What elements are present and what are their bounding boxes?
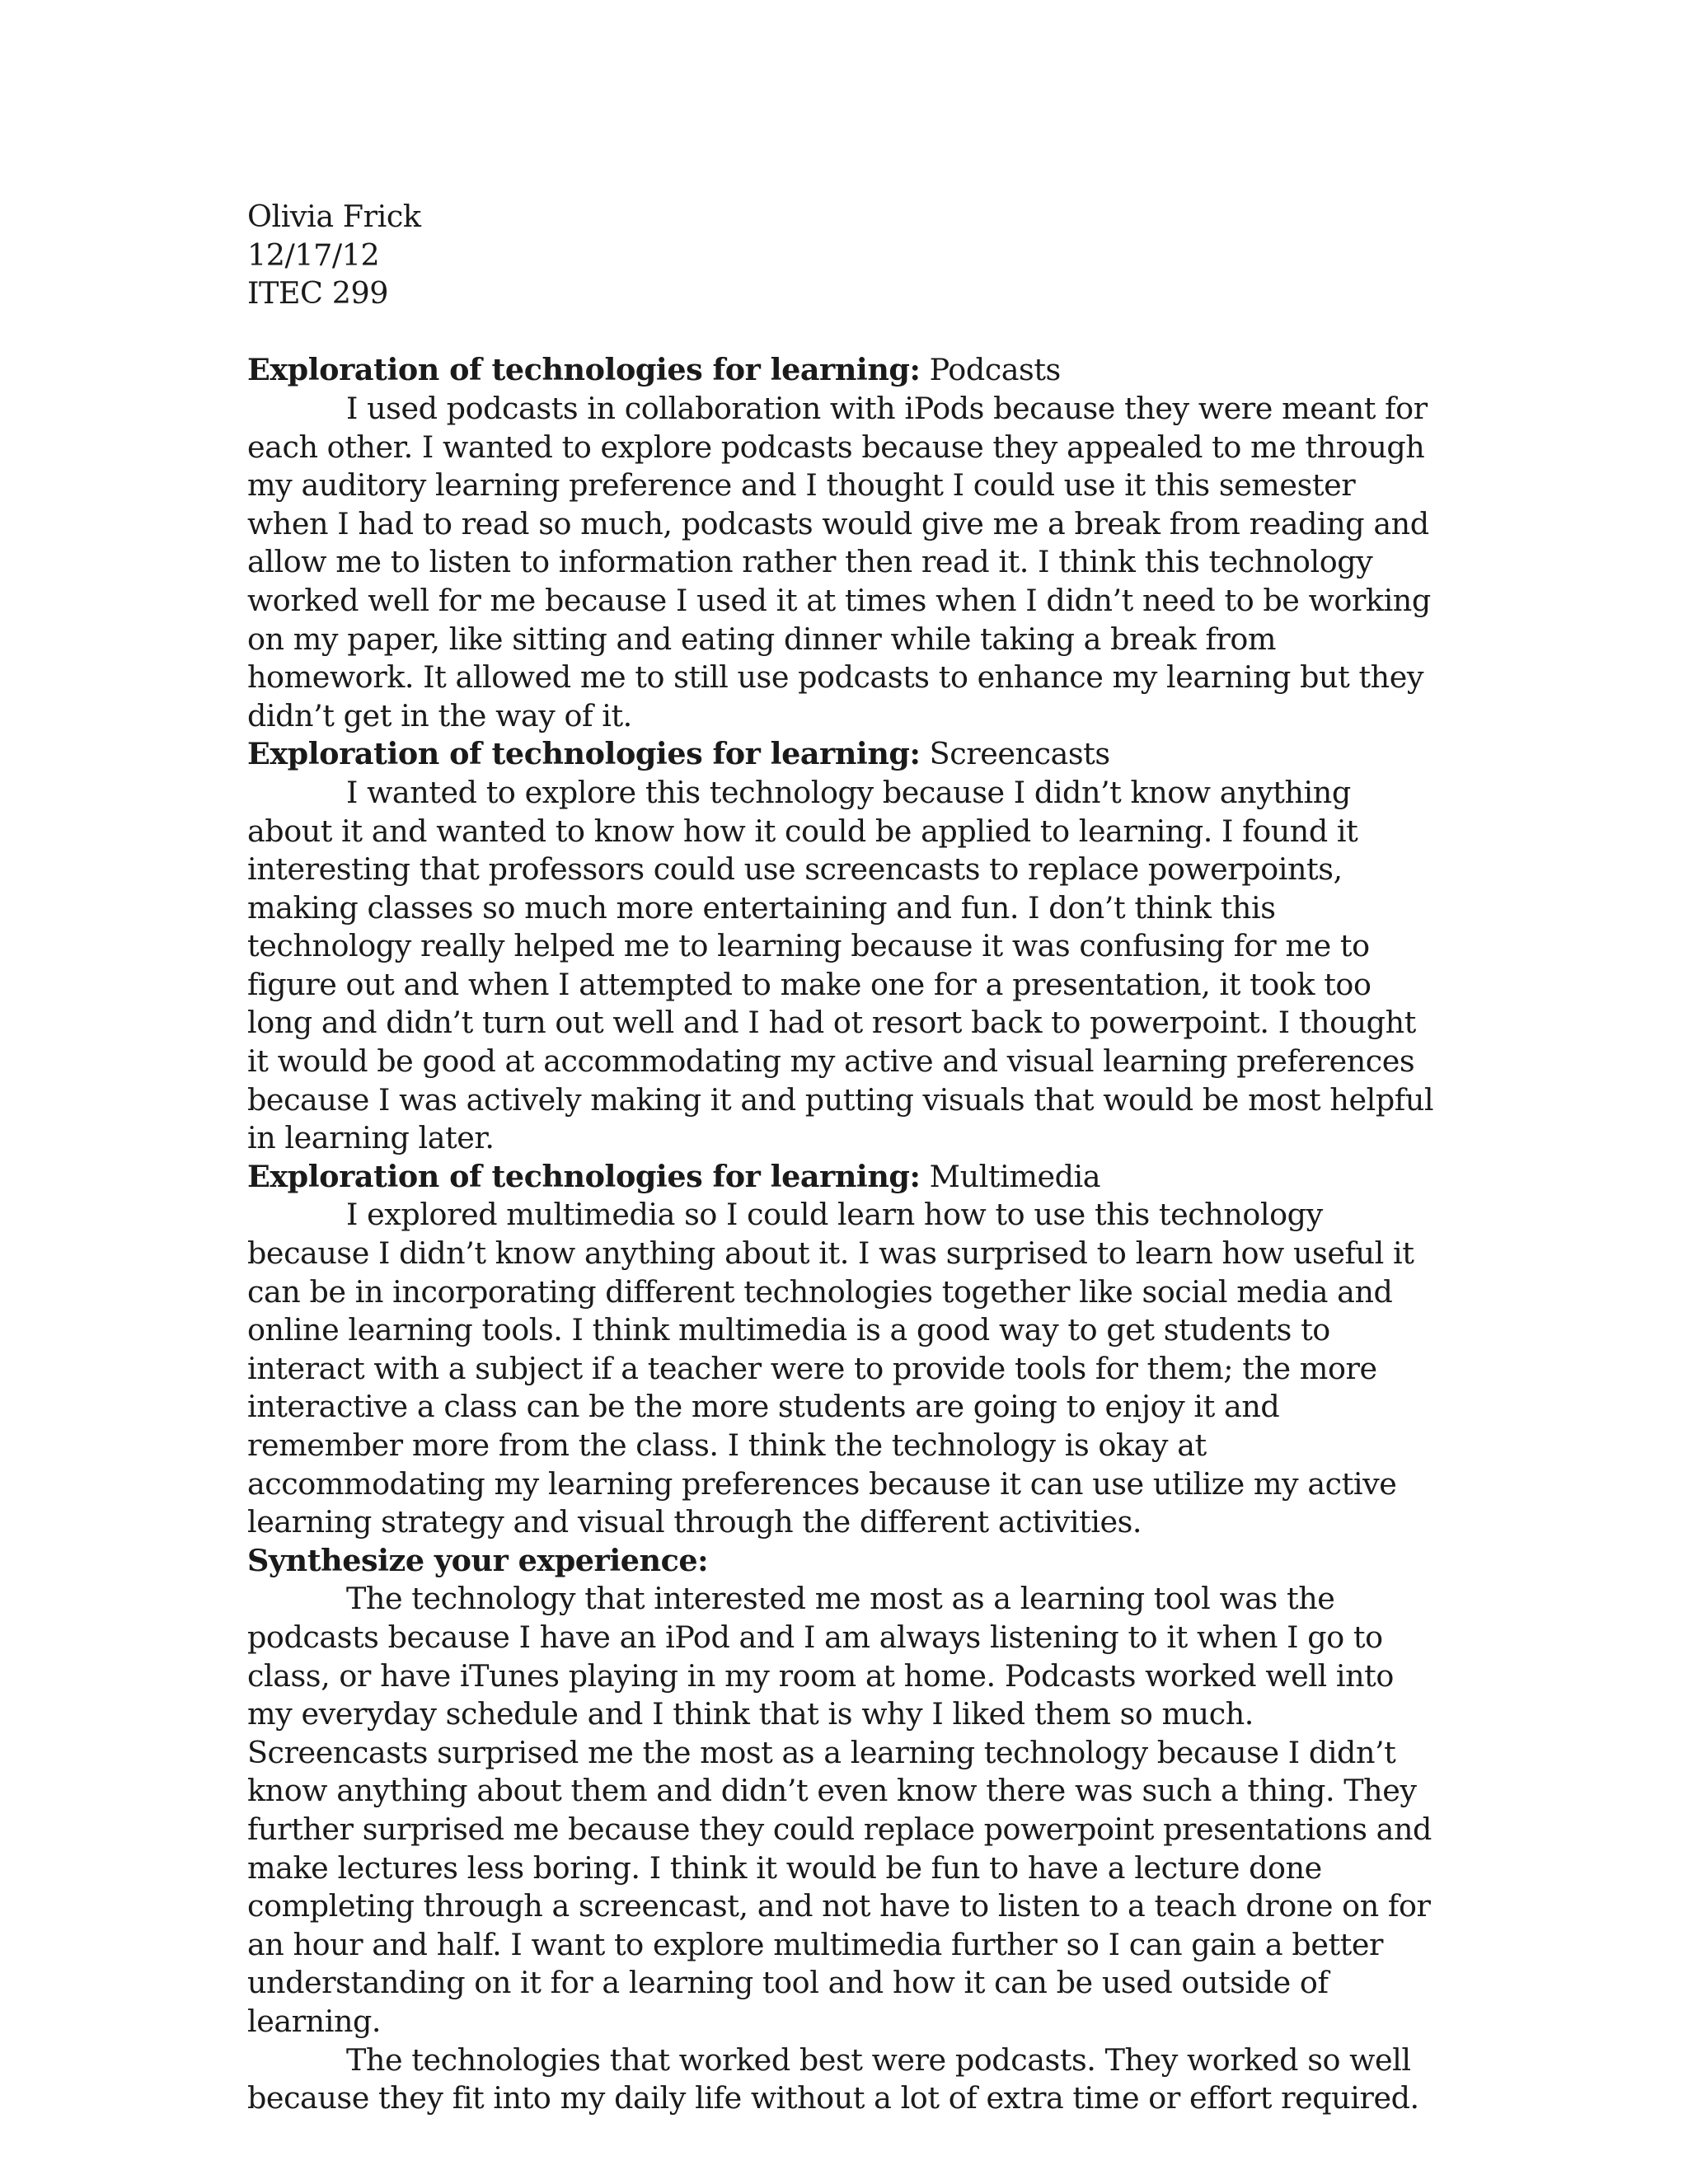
section-paragraph: I explored multimedia so I could learn how to use this technology because I didn’t know anything about it. I was surprised to learn how useful it can be in incorporating different technologies together like social media and online learning tools. I think multimedia is a good way to get students to interact with a subject if a teacher were to provide tools for them; the more interactive a class can be the more students are going to enjoy it and remember more from the class. I think the technology is okay at accommodating my learning preferences because it can use utilize my active learning strategy and visual through the different activities. [247, 1197, 1414, 1540]
author-name: Olivia Frick [247, 199, 421, 234]
section-synthesis [247, 1542, 1434, 2118]
section-heading-label: Exploration of technologies for learning: [247, 736, 921, 772]
section-heading-topic: Podcasts [920, 352, 1061, 388]
section-paragraph: I used podcasts in collaboration with iPods because they were meant for each other. I wanted to explore podcasts because they appealed to me through my auditory learning preference and I thought I could use it this semester when I had to read so much, podcasts would give me a break from reading and allow me to listen to information rather then read it. I think this technology worked well for me because I used it at times when I didn’t need to be working on my paper, like sitting and eating dinner while taking a break from homework. It allowed me to still use podcasts to enhance my learning but they didn’t get in the way of it. [247, 390, 1431, 733]
section-heading [247, 735, 1434, 774]
section-heading-label: Exploration of technologies for learning: [247, 352, 921, 388]
section-paragraph: I wanted to explore this technology because I didn’t know anything about it and wanted to know how it could be applied to learning. I found it interesting that professors could use screencasts to replace powerpoints, making classes so much more entertaining and fun. I don’t think this technology really helped me to learning because it was confusing for me to figure out and when I attempted to make one for a presentation, it took too long and didn’t turn out well and I had ot resort back to powerpoint. I thought it would be good at accommodating my active and visual learning preferences because I was actively making it and putting visuals that would be most helpful in learning later. [247, 774, 1434, 1156]
section-heading [247, 1158, 1434, 1197]
section-heading-label: Exploration of technologies for learning: [247, 1158, 921, 1194]
section-paragraph: The technology that interested me most as a learning tool was the podcasts because I have an iPod and I am always listening to it when I go to class, or have iTunes playing in my room at home. Podcasts worked well into my everyday schedule and I think that is why I liked them so much. Screencasts surprised me the most as a learning technology because I didn’t know anything about them and didn’t even know there was such a thing. They further surprised me because they could replace powerpoint presentations and make lectures less boring. I think it would be fun to have a lecture done completing through a screencast, and not have to listen to a teach drone on for an hour and half. I want to explore multimedia further so I can gain a better understanding on it for a learning tool and how it can be used outside of learning. [247, 1581, 1432, 2039]
course-code: ITEC 299 [247, 275, 389, 312]
section-screencasts [247, 735, 1434, 1158]
section-heading-label: Synthesize your experience: [247, 1542, 709, 1578]
document-body [247, 198, 1434, 2118]
section-heading-topic: Multimedia [920, 1158, 1101, 1194]
section-multimedia [247, 1158, 1434, 1542]
document-header [247, 198, 1434, 313]
section-heading-topic: Screencasts [920, 736, 1110, 772]
document-date: 12/17/12 [247, 237, 380, 273]
section-heading [247, 1542, 1434, 1581]
section-paragraph: The technologies that worked best were podcasts. They worked so well because they fit into my daily life without a lot of extra time or effort required. [247, 2041, 1419, 2116]
section-podcasts [247, 351, 1434, 735]
section-heading [247, 351, 1434, 390]
